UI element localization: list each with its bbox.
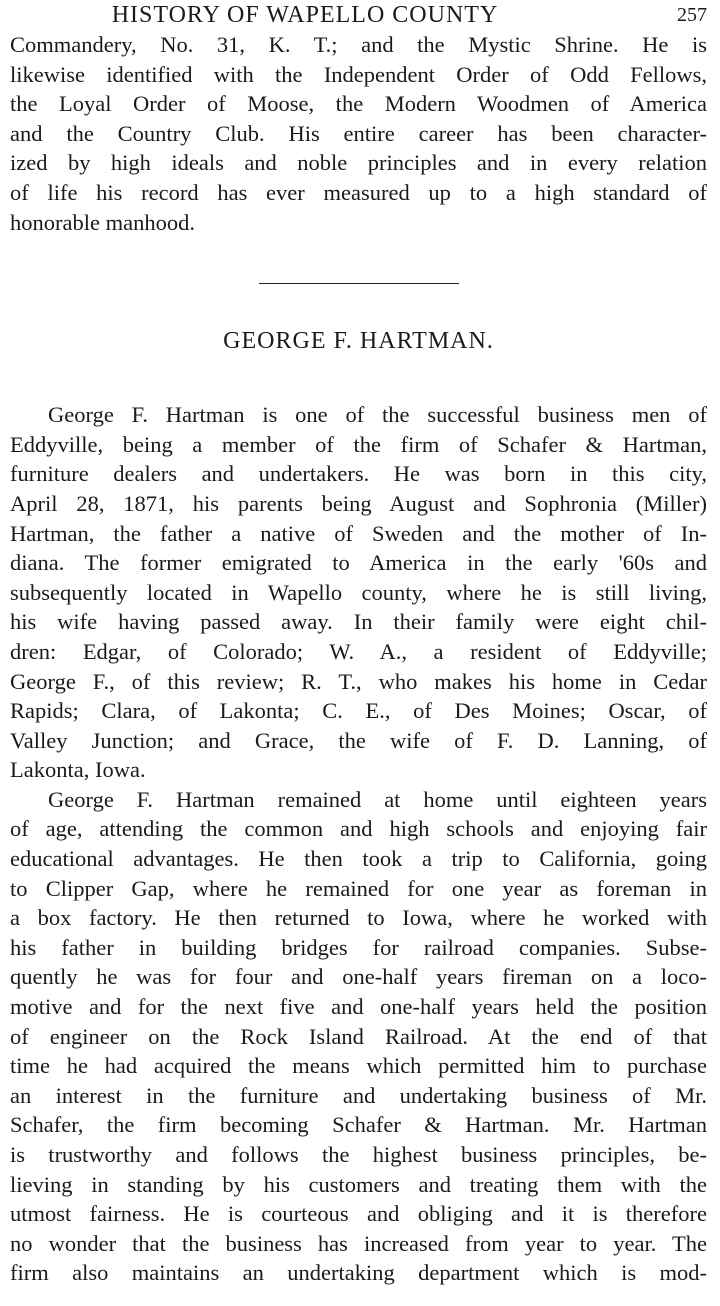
text-line: George F. Hartman is one of the successful business men of [48, 402, 707, 428]
text-line: his father in building bridges for railroad companies. Subse- [10, 934, 707, 960]
text-line: honorable manhood. [10, 209, 195, 235]
running-title: HISTORY OF WAPELLO COUNTY [111, 2, 499, 28]
text-line: Hartman, the father a native of Sweden and the mother of In- [10, 520, 707, 546]
text-line: utmost fairness. He is courteous and obliging and it is therefore [10, 1201, 707, 1227]
text-line: Lakonta, Iowa. [10, 757, 146, 783]
text-line: an interest in the furniture and undertaking business of Mr. [10, 1082, 707, 1108]
article-paragraph-1 [10, 400, 707, 785]
text-line: quently he was for four and one-half years fireman on a loco- [10, 964, 707, 990]
text-line: the Loyal Order of Moose, the Modern Woodmen of America [10, 91, 707, 117]
text-line: likewise identified with the Independent Order of Odd Fellows, [10, 61, 707, 87]
text-line: his wife having passed away. In their family were eight chil- [10, 609, 707, 635]
page-number: 257 [677, 4, 707, 26]
text-line: of life his record has ever measured up to a high standard of [10, 179, 707, 205]
text-line: Eddyville, being a member of the firm of Schafer & Hartman, [10, 431, 707, 457]
running-header [10, 0, 707, 30]
text-line: subsequently located in Wapello county, where he is still living, [10, 579, 707, 605]
text-line: and the Country Club. His entire career has been character- [10, 120, 707, 146]
text-line: George F. Hartman remained at home until eighteen years [48, 786, 707, 812]
text-line: motive and for the next five and one-half years held the position [10, 994, 707, 1020]
text-line: Schafer, the firm becoming Schafer & Hartman. Mr. Hartman [10, 1112, 707, 1138]
text-line: ized by high ideals and noble principles and in every relation [10, 150, 707, 176]
text-line: is trustworthy and follows the highest business principles, be- [10, 1142, 707, 1167]
text-line: George F., of this review; R. T., who makes his home in Cedar [10, 668, 707, 694]
text-line: firm also maintains an undertaking department which is mod- [10, 1260, 707, 1286]
text-line: furniture dealers and undertakers. He was born in this city, [10, 461, 707, 487]
text-line: Commandery, No. 31, K. T.; and the Mystic Shrine. He is [10, 32, 707, 57]
article-heading: GEORGE F. HARTMAN. [223, 328, 494, 355]
book-page [10, 0, 707, 1288]
text-line: lieving in standing by his customers and treating them with the [10, 1171, 707, 1197]
text-line: no wonder that the business has increased from year to year. The [10, 1230, 707, 1256]
text-line: diana. The former emigrated to America in the early '60s and [10, 550, 707, 576]
text-line: a box factory. He then returned to Iowa, where he worked with [10, 905, 707, 931]
text-line: of engineer on the Rock Island Railroad. At the end of that [10, 1023, 707, 1049]
section-divider [259, 283, 459, 284]
article-paragraph-2 [10, 785, 707, 1288]
text-line: of age, attending the common and high schools and enjoying fair [10, 816, 707, 842]
text-line: April 28, 1871, his parents being August and Sophronia (Miller) [10, 490, 707, 516]
text-line: Rapids; Clara, of Lakonta; C. E., of Des Moines; Oscar, of [10, 698, 707, 724]
text-line: to Clipper Gap, where he remained for one year as foreman in [10, 875, 707, 901]
text-line: Valley Junction; and Grace, the wife of F. D. Lanning, of [10, 727, 707, 753]
text-line: educational advantages. He then took a trip to California, going [10, 846, 707, 872]
text-line: time he had acquired the means which permitted him to purchase [10, 1053, 707, 1079]
text-line: dren: Edgar, of Colorado; W. A., a resident of Eddyville; [10, 638, 707, 664]
continued-paragraph [10, 30, 707, 237]
